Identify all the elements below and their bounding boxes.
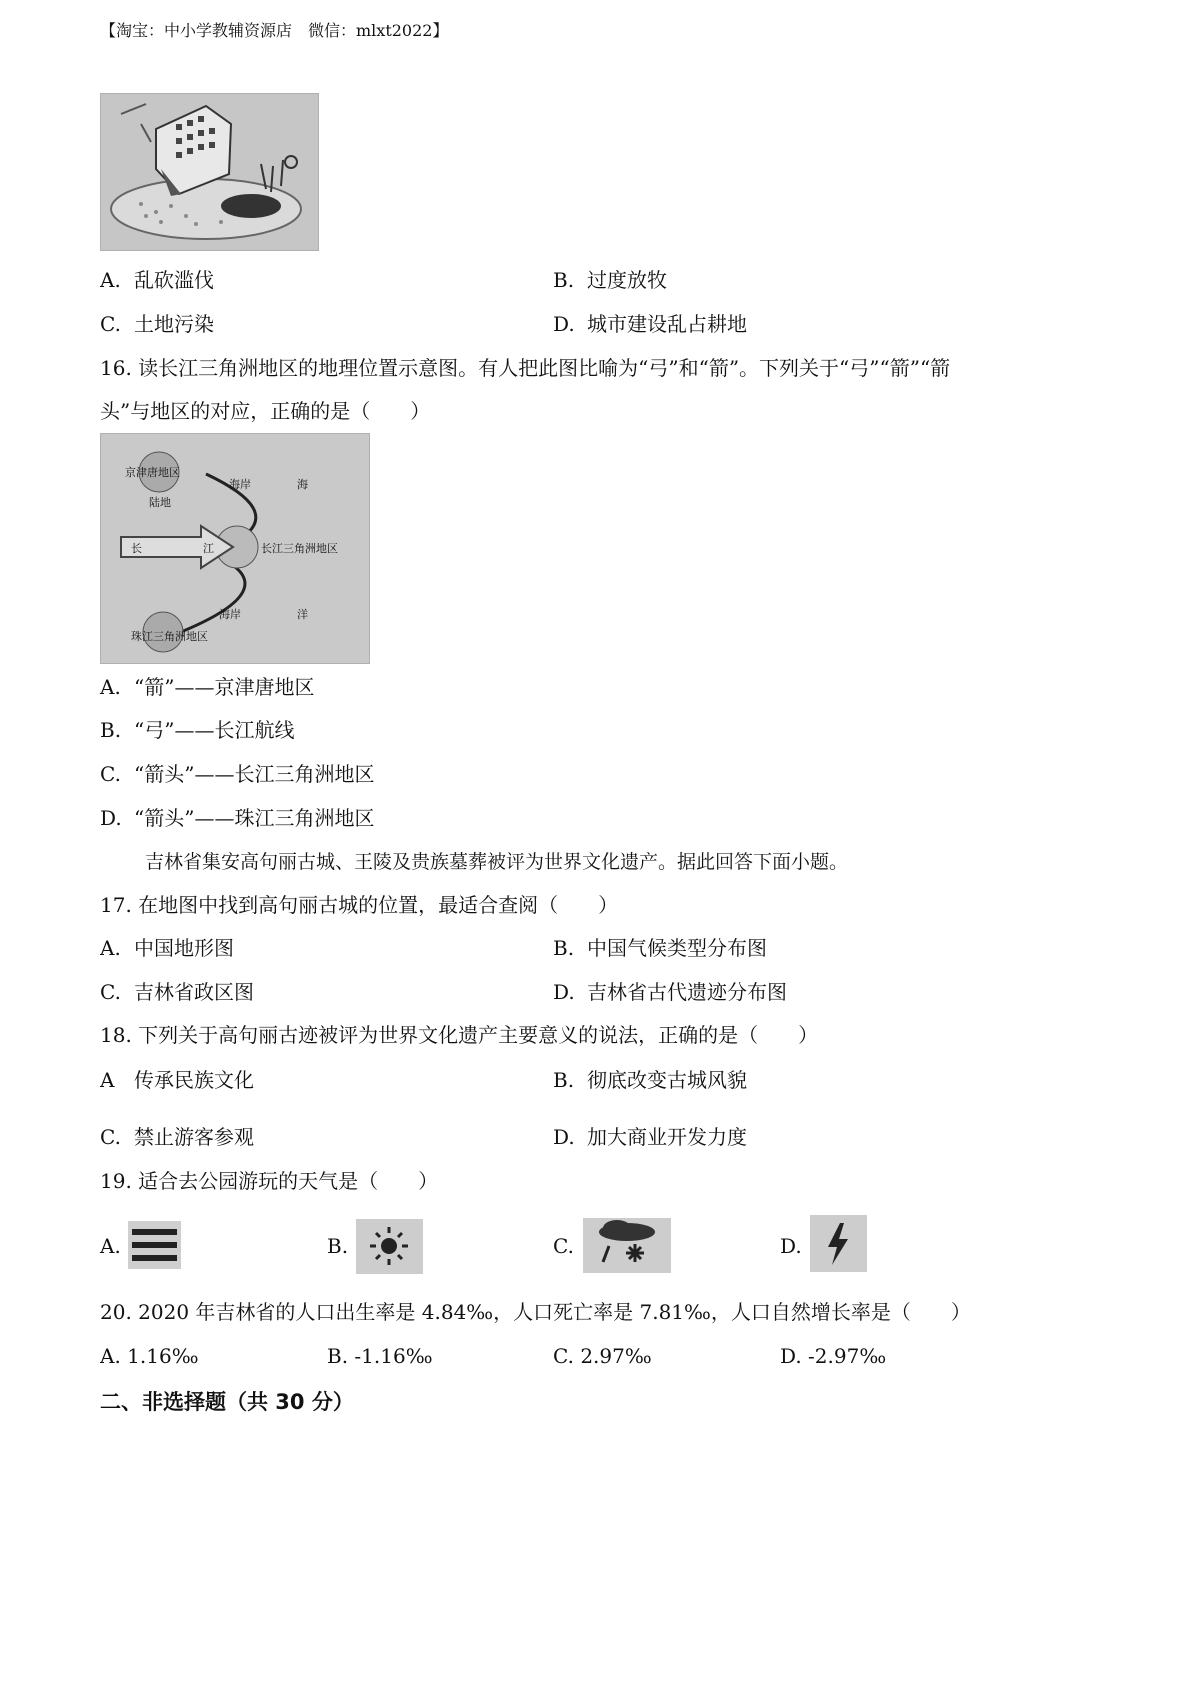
map-label-coast2: 海岸 — [219, 608, 241, 621]
map-label-land: 陆地 — [149, 496, 171, 509]
q15-option-d[interactable]: D. 城市建设乱占耕地 — [553, 312, 747, 336]
q17-option-a[interactable]: A. 中国地形图 — [100, 936, 234, 960]
map-label-prd: 珠江三角洲地区 — [131, 630, 208, 643]
map-label-river-a: 长 — [131, 542, 142, 555]
city-farmland-illustration — [101, 94, 318, 250]
intro-17-18: 吉林省集安高句丽古城、王陵及贵族墓葬被评为世界文化遗产。据此回答下面小题。 — [145, 851, 849, 873]
q16-option-d[interactable]: D. “箭头”——珠江三角洲地区 — [100, 806, 375, 830]
q16-option-c[interactable]: C. “箭头”——长江三角洲地区 — [100, 762, 375, 786]
map-label-yrd: 长江三角洲地区 — [261, 542, 338, 555]
q16-option-b[interactable]: B. “弓”——长江航线 — [100, 718, 295, 742]
q15-option-a[interactable]: A. 乱砍滥伐 — [100, 268, 214, 292]
section-2-title: 二、非选择题（共 30 分） — [100, 1390, 354, 1414]
q15-option-c[interactable]: C. 土地污染 — [100, 312, 214, 336]
q16-stem-line2: 头”与地区的对应，正确的是（ ） — [100, 399, 431, 423]
map-label-jjt: 京津唐地区 — [125, 466, 180, 479]
q18-option-b[interactable]: B. 彻底改变古城风貌 — [553, 1068, 747, 1092]
q20-option-d[interactable]: D. -2.97‰ — [780, 1344, 887, 1368]
q17-option-d[interactable]: D. 吉林省古代遗迹分布图 — [553, 980, 787, 1004]
q18-option-c[interactable]: C. 禁止游客参观 — [100, 1125, 254, 1149]
q17-stem: 17. 在地图中找到高句丽古城的位置，最适合查阅（ ） — [100, 893, 619, 917]
map-label-river-b: 江 — [203, 542, 214, 555]
sleet-icon[interactable] — [583, 1218, 671, 1273]
map-label-sea1: 海 — [297, 478, 308, 491]
q19-option-a-label[interactable]: A. — [100, 1234, 121, 1258]
q19-option-c-label[interactable]: C. — [553, 1234, 574, 1258]
q19-option-d-label[interactable]: D. — [780, 1234, 802, 1258]
map-label-sea2: 洋 — [297, 608, 308, 621]
fog-icon[interactable] — [128, 1221, 181, 1269]
q16-option-a[interactable]: A. “箭”——京津唐地区 — [100, 675, 315, 699]
map-label-coast1: 海岸 — [229, 478, 251, 491]
q19-option-b-label[interactable]: B. — [327, 1234, 349, 1258]
q20-option-b[interactable]: B. -1.16‰ — [327, 1344, 433, 1368]
q19-stem: 19. 适合去公园游玩的天气是（ ） — [100, 1169, 439, 1193]
q18-option-d[interactable]: D. 加大商业开发力度 — [553, 1125, 747, 1149]
q20-option-c[interactable]: C. 2.97‰ — [553, 1344, 652, 1368]
q18-stem: 18. 下列关于高句丽古迹被评为世界文化遗产主要意义的说法，正确的是（ ） — [100, 1023, 819, 1047]
q17-option-b[interactable]: B. 中国气候类型分布图 — [553, 936, 767, 960]
q18-option-a[interactable]: A 传承民族文化 — [100, 1068, 254, 1092]
sunny-icon[interactable] — [356, 1219, 423, 1274]
page-header: 【淘宝：中小学教辅资源店 微信：mlxt2022】 — [100, 21, 449, 40]
q15-figure — [100, 93, 319, 251]
q16-stem-line1: 16. 读长江三角洲地区的地理位置示意图。有人把此图比喻为“弓”和“箭”。下列关于“弓”“箭”“箭 — [100, 356, 951, 380]
q20-option-a[interactable]: A. 1.16‰ — [100, 1344, 199, 1368]
thunder-icon[interactable] — [810, 1215, 867, 1272]
yangtze-delta-map — [100, 433, 370, 664]
q17-option-c[interactable]: C. 吉林省政区图 — [100, 980, 254, 1004]
q20-stem: 20. 2020 年吉林省的人口出生率是 4.84‰，人口死亡率是 7.81‰，人口自然增长率是（ ） — [100, 1300, 971, 1324]
q15-option-b[interactable]: B. 过度放牧 — [553, 268, 667, 292]
